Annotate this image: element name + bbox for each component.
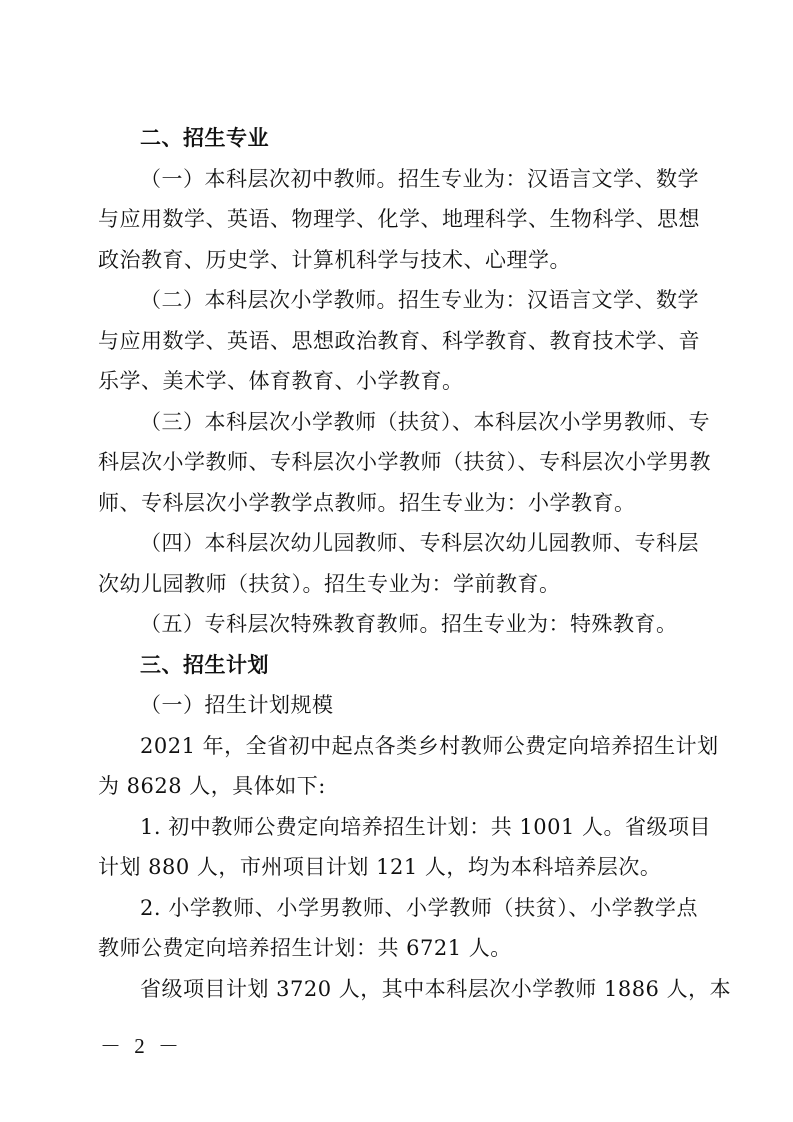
paragraph-line: 科层次小学教师、专科层次小学教师（扶贫）、专科层次小学男教 — [98, 450, 711, 474]
paragraph-line: 1. 初中教师公费定向培养招生计划：共 1001 人。省级项目 — [140, 814, 712, 839]
document-body — [98, 118, 732, 1009]
paragraph-line: 政治教育、历史学、计算机科学与技术、心理学。 — [98, 247, 571, 272]
paragraph-line: 2. 小学教师、小学男教师、小学教师（扶贫）、小学教学点 — [140, 895, 698, 920]
paragraph-line: （五）专科层次特殊教育教师。招生专业为：特殊教育。 — [140, 612, 678, 636]
section-heading-enrollment-plan: 三、招生计划 — [140, 652, 269, 677]
paragraph-line: （一）本科层次初中教师。招生专业为：汉语言文学、数学 — [140, 166, 699, 191]
paragraph-line: 师、专科层次小学教学点教师。招生专业为：小学教育。 — [98, 490, 636, 515]
paragraph-line: 2021 年，全省初中起点各类乡村教师公费定向培养招生计划 — [140, 733, 719, 758]
paragraph-line: 乐学、美术学、体育教育、小学教育。 — [98, 369, 464, 393]
section-heading-enrollment-majors: 二、招生专业 — [140, 126, 269, 150]
page-number: － 2 － — [100, 1034, 183, 1058]
paragraph-line: 教师公费定向培养招生计划：共 6721 人。 — [98, 936, 512, 960]
paragraph-line: （四）本科层次幼儿园教师、专科层次幼儿园教师、专科层 — [140, 531, 699, 555]
paragraph-line: 省级项目计划 3720 人，其中本科层次小学教师 1886 人，本 — [140, 976, 732, 1001]
paragraph-line: 与应用数学、英语、物理学、化学、地理科学、生物科学、思想 — [98, 207, 700, 231]
paragraph-line: 次幼儿园教师（扶贫）。招生专业为：学前教育。 — [98, 571, 561, 596]
paragraph-line: 与应用数学、英语、思想政治教育、科学教育、教育技术学、音 — [98, 328, 700, 353]
paragraph-line: （二）本科层次小学教师。招生专业为：汉语言文学、数学 — [140, 288, 699, 312]
paragraph-line: 为 8628 人，具体如下: — [98, 774, 326, 798]
paragraph-line: （三）本科层次小学教师（扶贫）、本科层次小学男教师、专 — [140, 409, 710, 434]
subsection-heading-plan-scale: （一）招生计划规模 — [140, 693, 334, 717]
paragraph-line: 计划 880 人，市州项目计划 121 人，均为本科培养层次。 — [98, 855, 662, 879]
